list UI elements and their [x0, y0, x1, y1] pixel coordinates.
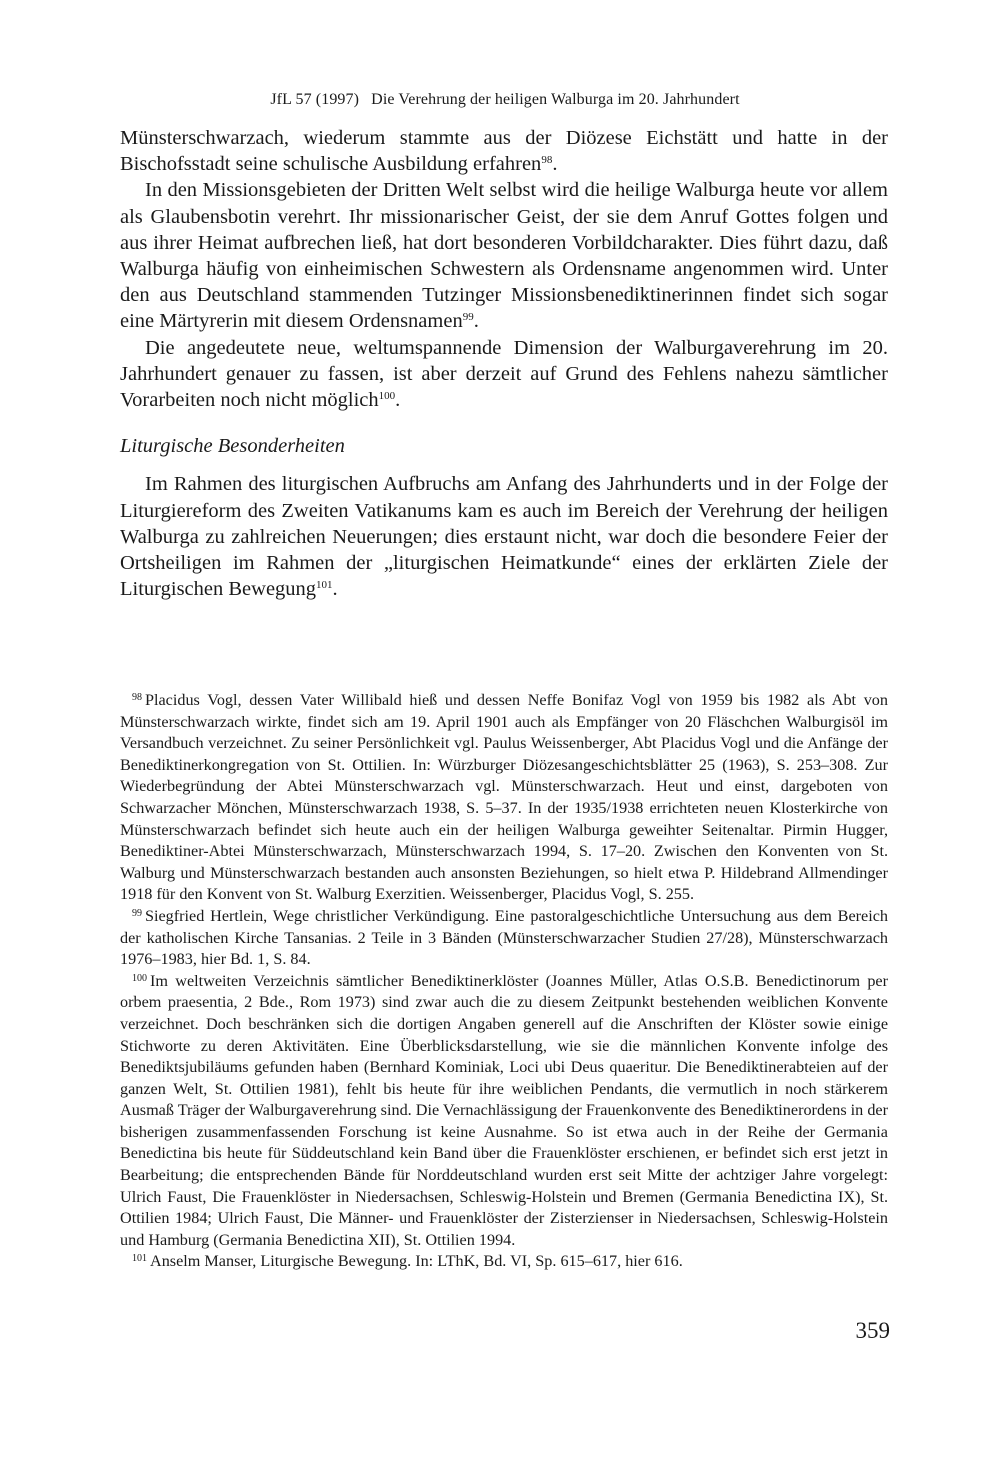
footnote-text: Im weltweiten Verzeichnis sämtlicher Benediktinerklöster (Joannes Müller, Atlas O.S.B. Benedictinorum per orbem praesentia, 2 Bde., Rom 1973) sind zwar auch die zu diesem Zeitpunkt bestehenden weiblichen Konvente verzeichnet. Doch beschränken sich die dortigen Angaben generell auf die Anschriften der Klöster sowie einige Stichworte zu deren Aktivitäten. Eine Überblicksdarstellung, wie sie die männlichen Konvente infolge des Benediktsjubiläums gefunden haben (Bernhard Kominiak, Loci ubi Deus quaeritur. Die Benediktinerabteien auf der ganzen Welt, St. Ottilien 1981), fehlt bis heute für ihre weiblichen Pendants, die vermutlich in noch stärkerem Ausmaß Träger der Walburgaverehrung sind. Die Vernachlässigung der Frauenkonvente des Benediktinerordens in der bisherigen zusammenfassenden Forschung ist keine Ausnahme. So ist etwa auch in der Reihe der Germania Benedictina bis heute für Süddeutschland kein Band über die Frauenklöster erschienen, er befindet sich erst jetzt in Bearbeitung; die entsprechenden Bände für Norddeutschland wurden erst seit Mitte der achtziger Jahre vorgelegt: Ulrich Faust, Die Frauenklöster in Niedersachsen, Schleswig-Holstein und Bremen (Germania Benedictina IX), St. Ottilien 1984; Ulrich Faust, Die Männer- und Frauenklöster der Zisterzienser in Niedersachsen, Schleswig-Holstein und Hamburg (Germania Benedictina XII), St. Ottilien 1994. — [120, 971, 888, 1249]
paragraph-3-text: Die angedeutete neue, weltumspannende Dimension der Walburgaverehrung im 20. Jahrhundert genauer zu fassen, ist aber derzeit auf Grund des Fehlens nahezu sämtlicher Vorarbeiten noch nicht möglich — [120, 336, 888, 412]
paragraph-3 — [120, 335, 888, 414]
paragraph-2-end: . — [473, 310, 479, 333]
page-number: 359 — [855, 1318, 890, 1343]
footnote-100 — [120, 971, 888, 1252]
journal-reference: JfL 57 (1997) — [270, 91, 360, 108]
footnote-ref-101: 101 — [316, 579, 333, 592]
footnotes — [120, 690, 888, 1273]
paragraph-4-text: Im Rahmen des liturgischen Aufbruchs am Anfang des Jahrhunderts und in der Folge der Liturgiereform des Zweiten Vatikanums kam es auch im Bereich der Verehrung der heiligen Walburga zu zahlreichen Neuerungen; dies erstaunt nicht, war doch die besondere Feier der Ortsheiligen im Rahmen der „liturgischen Heimatkunde“ eines der erklärten Ziele der Liturgischen Bewegung — [120, 473, 888, 601]
footnote-text: Anselm Manser, Liturgische Bewegung. In: LThK, Bd. VI, Sp. 615–617, hier 616. — [150, 1252, 683, 1271]
paragraph-1-text: Münsterschwarzach, wiederum stammte aus der Diözese Eichstätt und hatte in der Bischofsstadt seine schulische Ausbildung erfahren — [120, 127, 888, 176]
footnote-ref-100: 100 — [378, 390, 396, 403]
section-heading: Liturgische Besonderheiten — [120, 435, 345, 458]
footnote-number: 101 — [132, 1253, 147, 1265]
footnote-101 — [120, 1251, 888, 1273]
running-header — [120, 91, 890, 109]
footnote-98 — [120, 690, 888, 906]
footnote-text: Siegfried Hertlein, Wege christlicher Verkündigung. Eine pastoralgeschichtliche Untersuchung aus dem Bereich der katholischen Kirche Tansanias. 2 Teile in 3 Bänden (Münsterschwarzacher Studien 27/28), Münsterschwarzach 1976–1983, hier Bd. 1, S. 84. — [120, 906, 888, 969]
paragraph-1-end: . — [552, 153, 558, 176]
footnote-number: 100 — [132, 972, 147, 984]
main-text — [120, 125, 888, 602]
paragraph-2-text: In den Missionsgebieten der Dritten Welt selbst wird die heilige Walburga heute vor allem als Glaubensbotin verehrt. Ihr missionarischer Geist, der sie dem Anruf Gottes folgen und aus ihrer Heimat aufbrechen ließ, hat dort besonderen Vorbildcharakter. Dies führt dazu, daß Walburga häufig von einheimischen Schwestern als Ordensname angenommen wird. Unter den aus Deutschland stammenden Tutzinger Missionsbenediktinerinnen findet sich sogar eine Märtyrerin mit diesem Ordensnamen — [120, 179, 888, 333]
footnote-ref-98: 98 — [541, 154, 553, 167]
paragraph-2 — [120, 177, 888, 334]
paragraph-4-end: . — [332, 578, 338, 601]
paragraph-1 — [120, 125, 888, 177]
running-title: Die Verehrung der heiligen Walburga im 20. Jahrhundert — [371, 91, 740, 108]
footnote-text: Placidus Vogl, dessen Vater Willibald hieß und dessen Neffe Bonifaz Vogl von 1959 bis 1982 als Abt von Münsterschwarzach wirkte, findet sich am 19. April 1901 auch als Empfänger von 20 Fläschchen Walburgisöl im Versandbuch verzeichnet. Zu seiner Persönlichkeit vgl. Paulus Weissenberger, Abt Placidus Vogl und die Anfänge der Benediktinerkongregation von St. Ottilien. In: Würzburger Diözesangeschichtsblätter 25 (1963), S. 253–308. Zur Wiederbegründung der Abtei Münsterschwarzach vgl. Münsterschwarzach. Heut und einst, dargeboten von Schwarzacher Mönchen, Münsterschwarzach 1938, S. 5–37. In der 1935/1938 errichteten neuen Klosterkirche von Münsterschwarzach befindet sich heute auch ein der heiligen Walburga geweihter Seitenaltar. Pirmin Hugger, Benediktiner-Abtei Münsterschwarzach, Münsterschwarzach 1994, S. 17–20. Zwischen den Konventen von St. Walburg und Münsterschwarzach bestanden auch ansonsten Beziehungen, so hielt etwa P. Hildebrand Allmendinger 1918 für den Konvent von St. Walburg Exerzitien. Weissenberger, Placidus Vogl, S. 255. — [120, 691, 888, 904]
footnote-99 — [120, 906, 888, 971]
footnote-ref-99: 99 — [462, 311, 474, 324]
paragraph-3-end: . — [395, 389, 401, 412]
footnote-number: 98 — [132, 692, 142, 703]
paragraph-4 — [120, 471, 888, 602]
footnote-number: 99 — [132, 907, 142, 919]
